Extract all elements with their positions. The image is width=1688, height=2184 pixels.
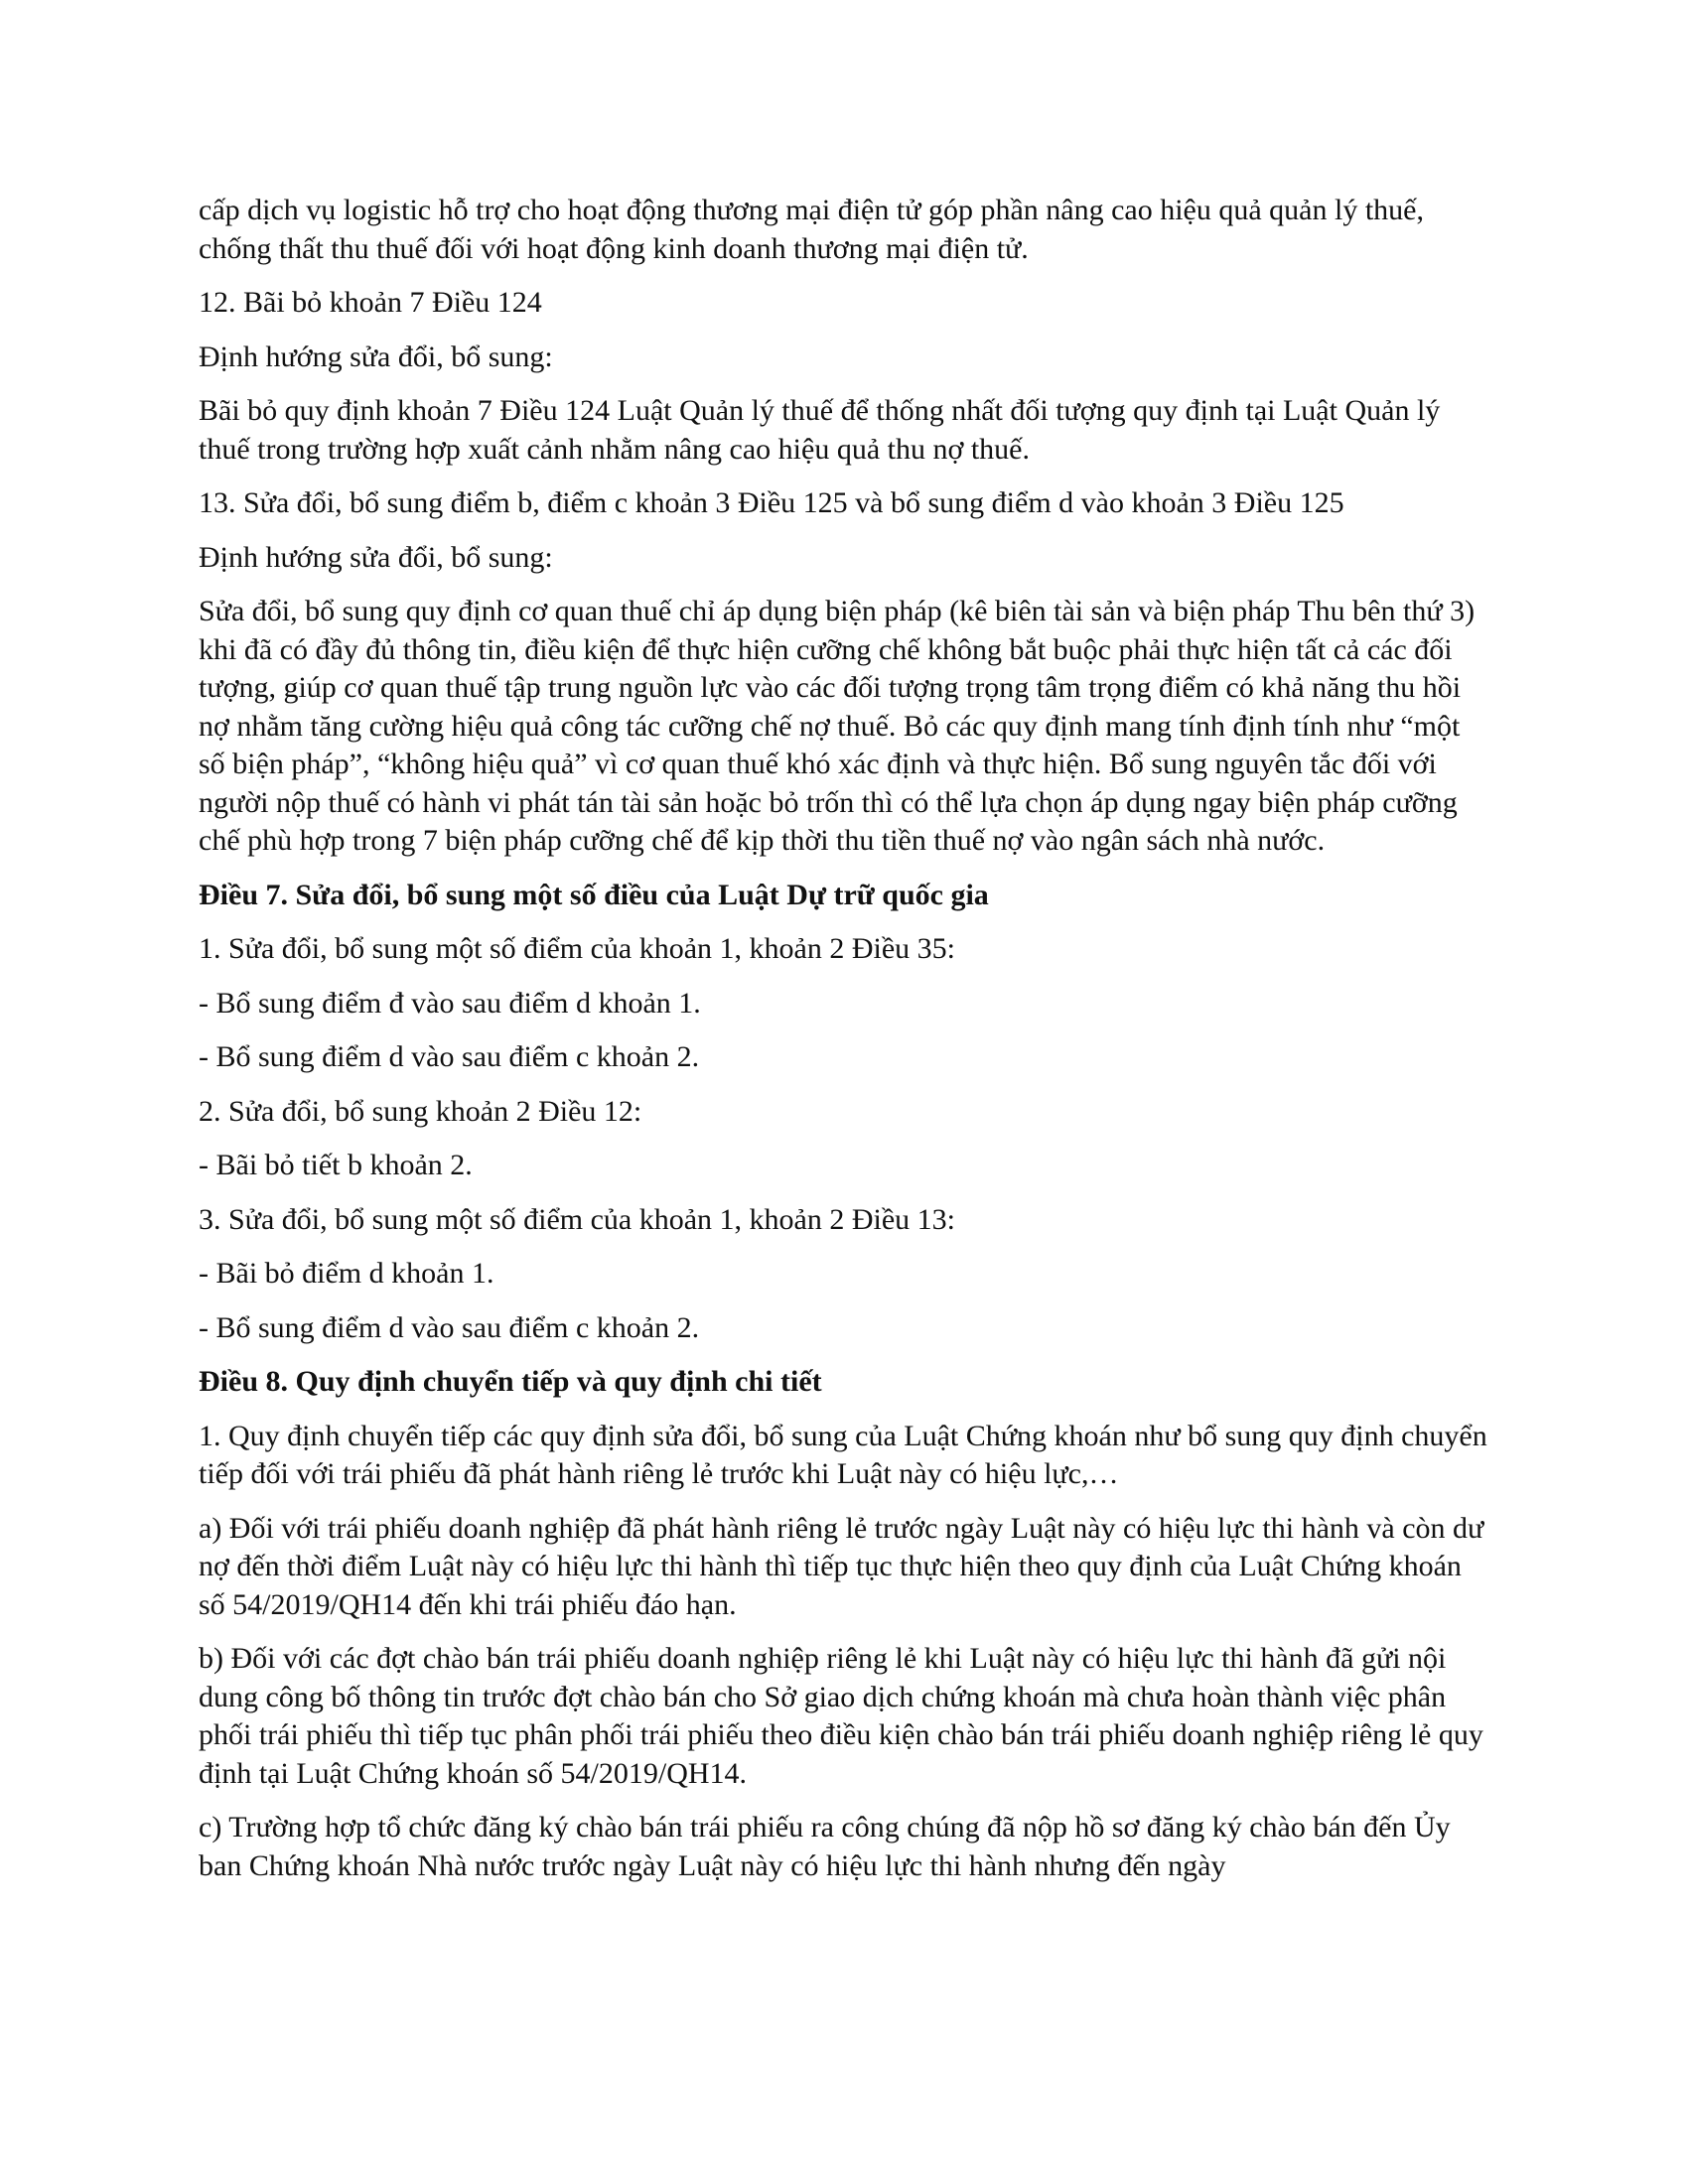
article-8-clause-1: 1. Quy định chuyển tiếp các quy định sửa đổi, bổ sung của Luật Chứng khoán như bổ sung quy định chuyển tiếp đối với trái phiếu đã phát hành riêng lẻ trước khi Luật này có hiệu lực,… (199, 1419, 1487, 1490)
article-8-heading: Điều 8. Quy định chuyển tiếp và quy định chi tiết (199, 1365, 822, 1398)
article-7-clause-3: 3. Sửa đổi, bổ sung một số điểm của khoản 1, khoản 2 Điều 13: (199, 1202, 956, 1236)
item-13-title: 13. Sửa đổi, bổ sung điểm b, điểm c khoản 3 Điều 125 và bổ sung điểm d vào khoản 3 Điều 125 (199, 486, 1344, 519)
item-13-direction-text: Sửa đổi, bổ sung quy định cơ quan thuế chỉ áp dụng biện pháp (kê biên tài sản và biện pháp Thu bên thứ 3) khi đã có đầy đủ thông tin, điều kiện để thực hiện cưỡng chế không bắt buộc phải thực hiện tất cả các đối tượng, giúp cơ quan thuế tập trung nguồn lực vào các đối tượng trọng tâm trọng điểm có khả năng thu hồi nợ nhằm tăng cường hiệu quả công tác cưỡng chế nợ thuế. Bỏ các quy định mang tính định tính như “một số biện pháp”, “không hiệu quả” vì cơ quan thuế khó xác định và thực hiện. Bổ sung nguyên tắc đối với người nộp thuế có hành vi phát tán tài sản hoặc bỏ trốn thì có thể lựa chọn áp dụng ngay biện pháp cưỡng chế phù hợp trong 7 biện pháp cưỡng chế để kịp thời thu tiền thuế nợ vào ngân sách nhà nước. (199, 595, 1476, 857)
article-7-clause-1: 1. Sửa đổi, bổ sung một số điểm của khoản 1, khoản 2 Điều 35: (199, 932, 956, 965)
article-8-clause-1-point-a: a) Đối với trái phiếu doanh nghiệp đã phát hành riêng lẻ trước ngày Luật này có hiệu lực thi hành và còn dư nợ đến thời điểm Luật này có hiệu lực thi hành thì tiếp tục thực hiện theo quy định của Luật Chứng khoán số 54/2019/QH14 đến khi trái phiếu đáo hạn. (199, 1511, 1484, 1621)
item-13-direction-label: Định hướng sửa đổi, bổ sung: (199, 540, 553, 574)
article-7-clause-1-point-a: - Bổ sung điểm đ vào sau điểm d khoản 1. (199, 986, 701, 1020)
article-8-clause-1-point-c: c) Trường hợp tổ chức đăng ký chào bán trái phiếu ra công chúng đã nộp hồ sơ đăng ký chào bán đến Ủy ban Chứng khoán Nhà nước trước ngày Luật này có hiệu lực thi hành nhưng đến ngày (199, 1811, 1451, 1882)
document-page (199, 192, 1493, 1901)
article-7-heading: Điều 7. Sửa đổi, bổ sung một số điều của Luật Dự trữ quốc gia (199, 878, 989, 911)
article-8-clause-1-point-b: b) Đối với các đợt chào bán trái phiếu doanh nghiệp riêng lẻ khi Luật này có hiệu lực thi hành đã gửi nội dung công bố thông tin trước đợt chào bán cho Sở giao dịch chứng khoán mà chưa hoàn thành việc phân phối trái phiếu thì tiếp tục phân phối trái phiếu theo điều kiện chào bán trái phiếu doanh nghiệp riêng lẻ quy định tại Luật Chứng khoán số 54/2019/QH14. (199, 1642, 1483, 1790)
item-12-direction-label: Định hướng sửa đổi, bổ sung: (199, 340, 553, 373)
item-12-title: 12. Bãi bỏ khoản 7 Điều 124 (199, 286, 542, 319)
article-7-clause-2: 2. Sửa đổi, bổ sung khoản 2 Điều 12: (199, 1094, 642, 1128)
article-7-clause-2-point-a: - Bãi bỏ tiết b khoản 2. (199, 1149, 473, 1181)
article-7-clause-3-point-a: - Bãi bỏ điểm d khoản 1. (199, 1257, 494, 1290)
paragraph-continuation: cấp dịch vụ logistic hỗ trợ cho hoạt động thương mại điện tử góp phần nâng cao hiệu quả quản lý thuế, chống thất thu thuế đối với hoạt động kinh doanh thương mại điện tử. (199, 194, 1424, 265)
article-7-clause-1-point-b: - Bổ sung điểm d vào sau điểm c khoản 2. (199, 1040, 700, 1073)
article-7-clause-3-point-b: - Bổ sung điểm d vào sau điểm c khoản 2. (199, 1310, 700, 1344)
item-12-direction-text: Bãi bỏ quy định khoản 7 Điều 124 Luật Quản lý thuế để thống nhất đối tượng quy định tại Luật Quản lý thuế trong trường hợp xuất cảnh nhằm nâng cao hiệu quả thu nợ thuế. (199, 394, 1441, 466)
